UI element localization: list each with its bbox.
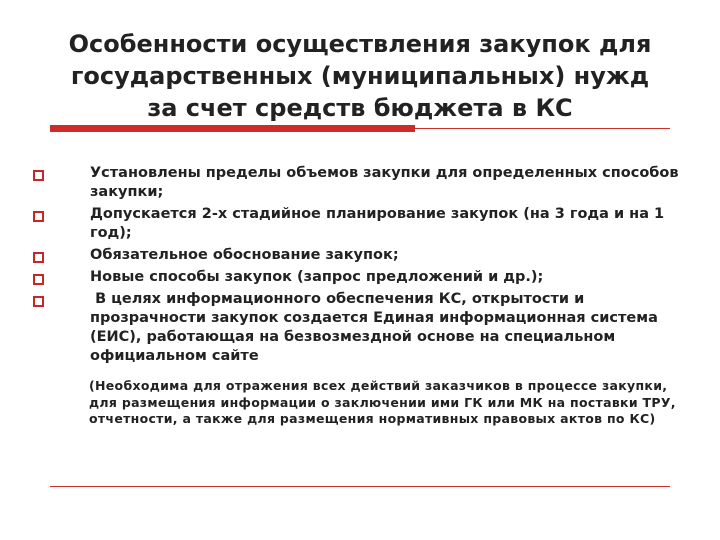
- note-paragraph: (Необходима для отражения всех действий заказчиков в процессе закупки, для размещения информации о заключении ими ГК или МК на поставки ТРУ, отчетности, а также для размещения нормативных правовых актов по КС): [89, 378, 676, 426]
- slide-title-line-3: за счет средств бюджета в КС: [147, 94, 573, 122]
- list-item: [30, 205, 680, 243]
- bullet-text: Обязательное обоснование закупок;: [90, 247, 399, 263]
- list-item: [30, 268, 680, 287]
- hollow-square-icon: [33, 274, 44, 285]
- hollow-square-icon: [33, 170, 44, 181]
- hollow-square-icon: [33, 296, 44, 307]
- bottom-divider: [50, 486, 670, 487]
- bullet-list: [30, 164, 680, 369]
- bullet-text: Новые способы закупок (запрос предложений и др.);: [90, 269, 544, 285]
- hollow-square-icon: [33, 252, 44, 263]
- title-divider: [50, 125, 670, 135]
- slide-title-line-1: Особенности осуществления закупок для: [68, 30, 652, 58]
- list-item: [30, 164, 680, 202]
- list-item: [30, 290, 680, 366]
- bullet-text: Установлены пределы объемов закупки для определенных способов закупки;: [90, 165, 679, 200]
- list-item: [30, 246, 680, 265]
- bullet-text: Допускается 2-х стадийное планирование закупок (на 3 года и на 1 год);: [90, 206, 665, 241]
- slide-title-line-2: государственных (муниципальных) нужд: [70, 62, 650, 90]
- bullet-text: В целях информационного обеспечения КС, открытости и прозрачности закупок создается Единая информационная система (ЕИС), работающая на безвозмездной основе на специальном официальном сайте: [90, 291, 663, 364]
- hollow-square-icon: [33, 211, 44, 222]
- slide-title: [40, 28, 680, 124]
- title-divider-accent-bar: [50, 125, 415, 132]
